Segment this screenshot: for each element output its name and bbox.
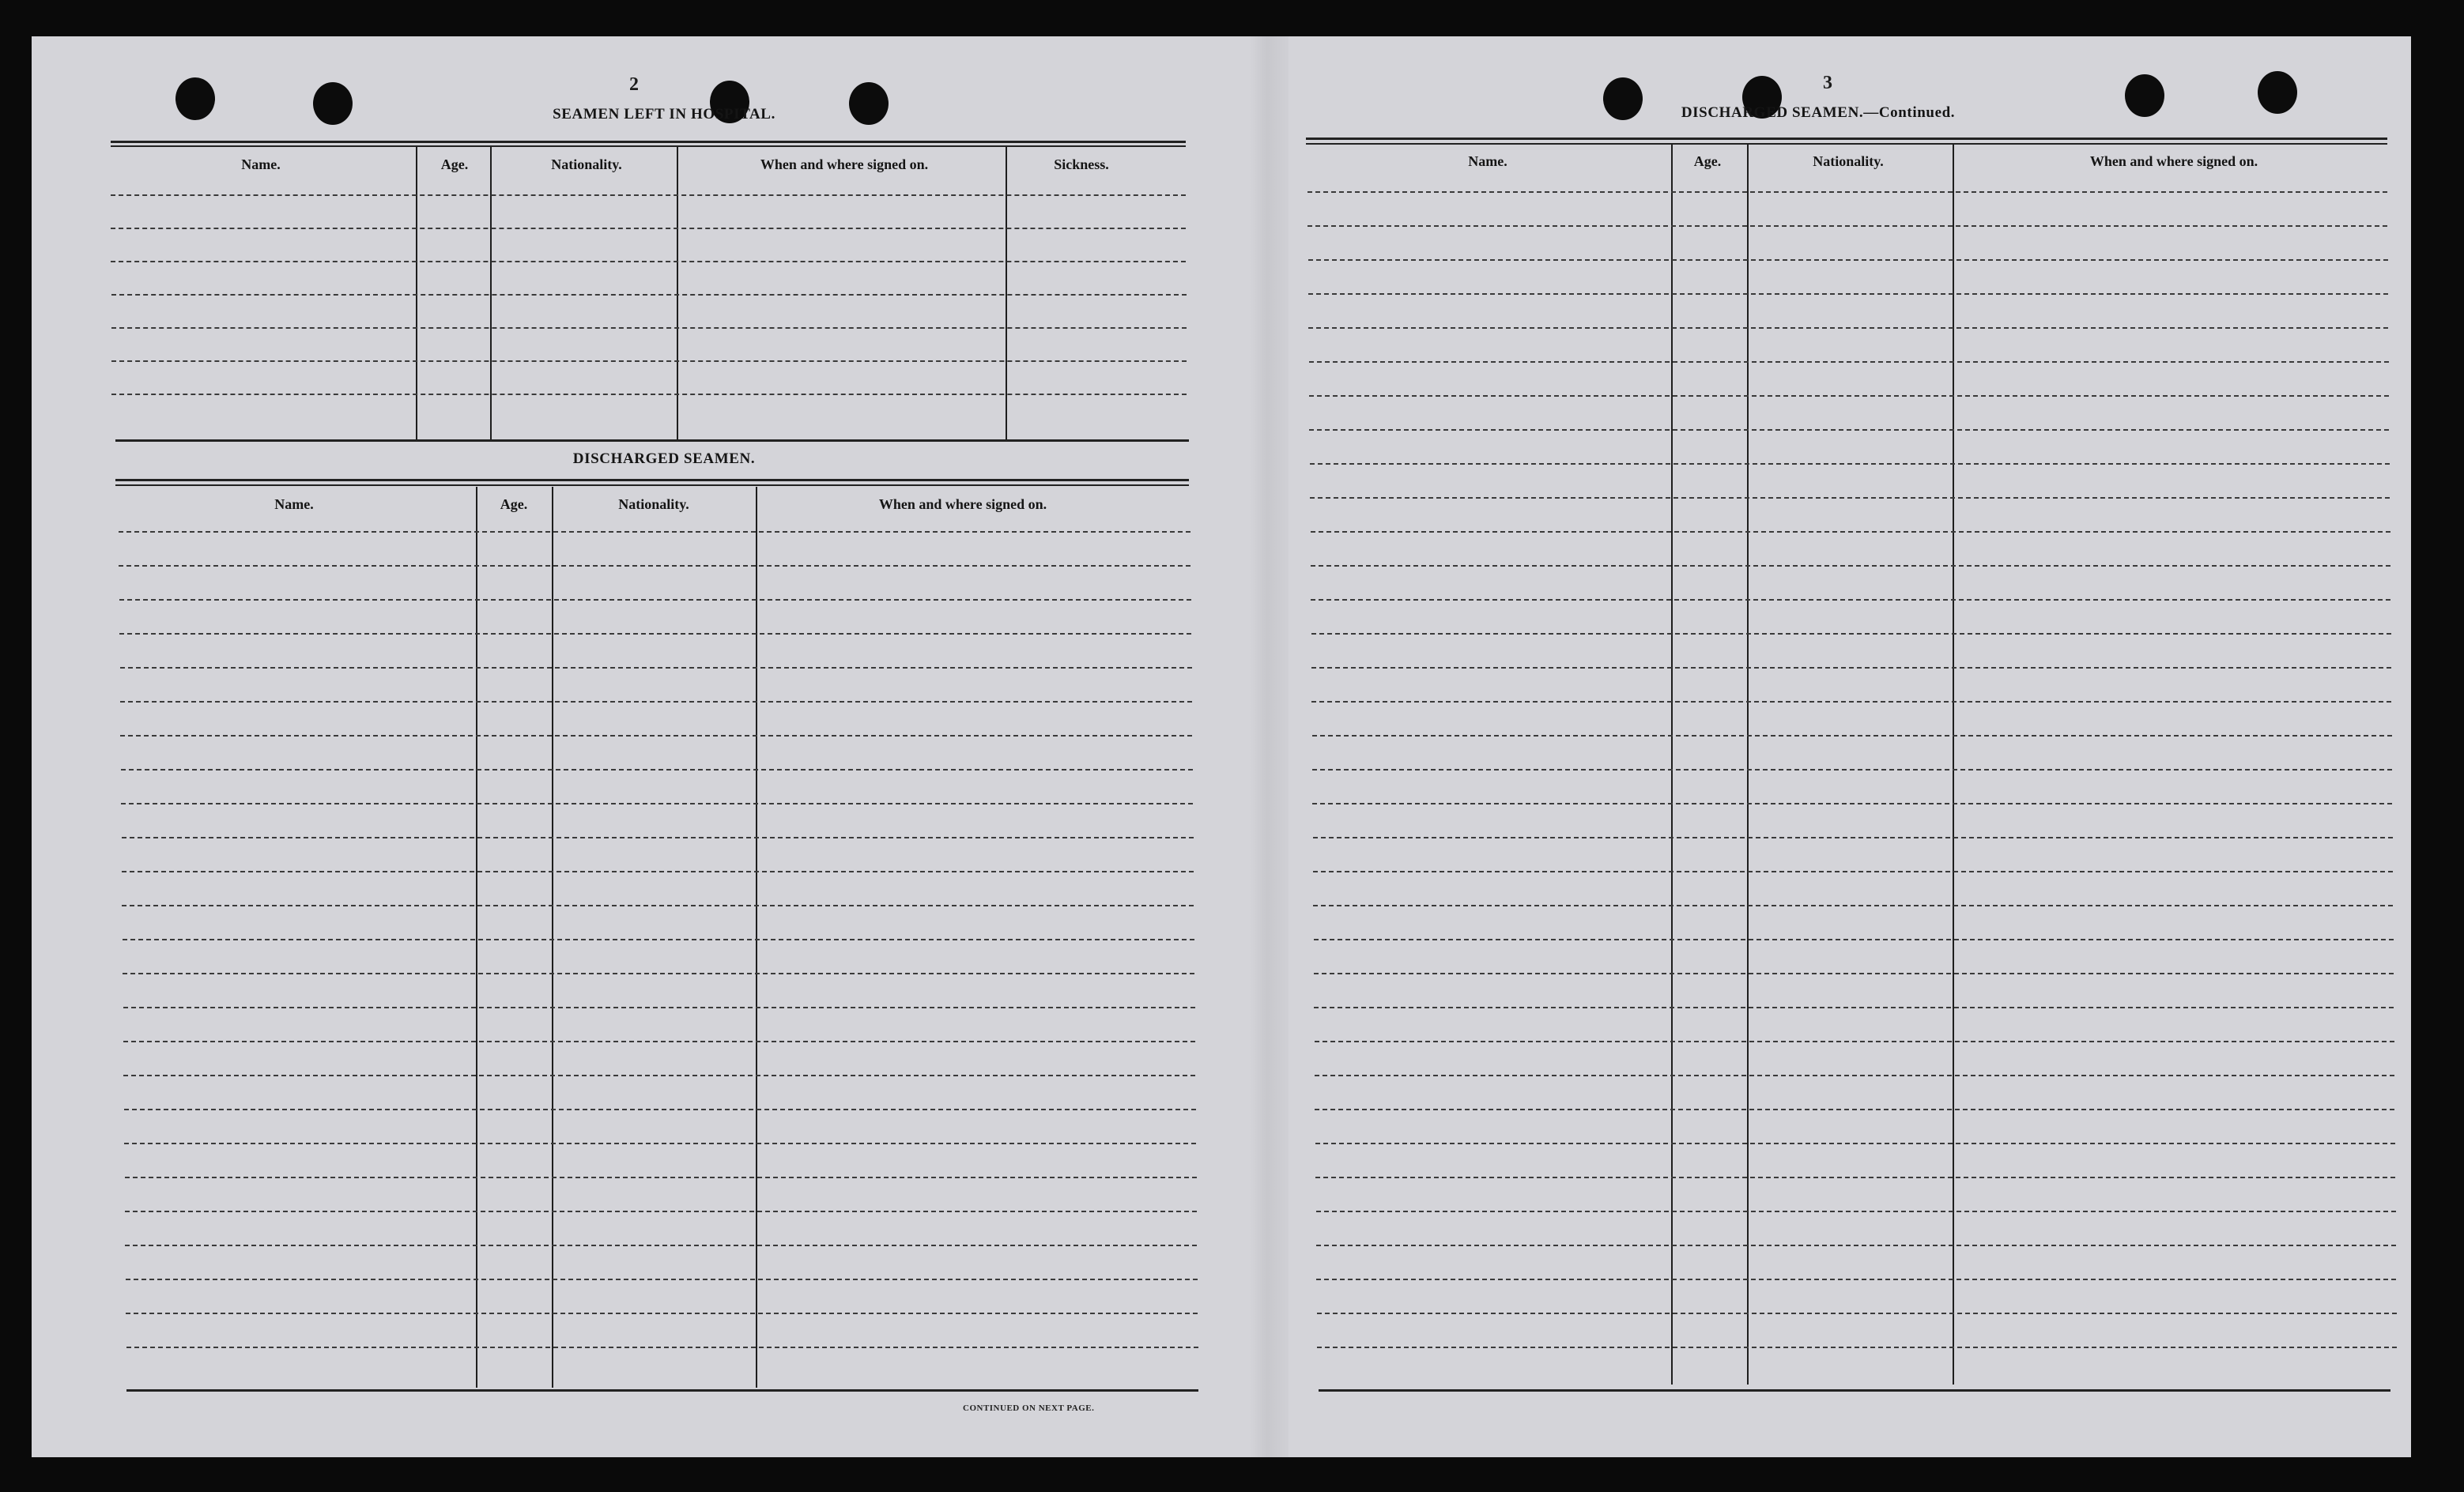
blank-entry-line <box>1309 429 2389 431</box>
discharged-top-rule <box>115 479 1189 481</box>
hospital-col-sickness: Sickness. <box>1054 156 1109 172</box>
blank-entry-line <box>1316 1245 2396 1246</box>
blank-entry-line <box>1313 871 2393 872</box>
bleed-through <box>458 292 468 311</box>
discharged-col-name: Name. <box>274 496 314 512</box>
blank-entry-line <box>111 360 1187 362</box>
right-top-rule-2 <box>1306 143 2387 145</box>
hospital-col-divider <box>490 147 492 439</box>
right-col-age: Age. <box>1693 153 1722 169</box>
blank-entry-line <box>125 1211 1197 1212</box>
blank-entry-line <box>121 769 1193 770</box>
blank-entry-line <box>122 905 1194 906</box>
blank-entry-line <box>1308 293 2388 295</box>
blank-entry-line <box>123 1041 1195 1042</box>
blank-entry-line <box>126 1313 1198 1314</box>
punch-hole <box>2125 74 2164 117</box>
document-sheet <box>32 36 2411 1457</box>
blank-entry-line <box>123 939 1194 940</box>
blank-entry-line <box>1309 395 2389 397</box>
discharged-bottom-rule <box>126 1389 1198 1392</box>
hospital-bottom-rule <box>115 439 1189 442</box>
punch-hole <box>313 82 353 125</box>
blank-entry-line <box>123 1075 1195 1076</box>
hospital-top-rule-2 <box>111 145 1186 147</box>
right-col-nationality: Nationality. <box>1813 153 1884 169</box>
blank-entry-line <box>1311 667 2391 669</box>
blank-entry-line <box>119 633 1191 635</box>
discharged-col-divider <box>756 487 757 1388</box>
discharged-col-signed-on: When and where signed on. <box>878 496 1047 512</box>
blank-entry-line <box>122 871 1194 872</box>
hospital-col-nationality: Nationality. <box>551 156 622 172</box>
blank-entry-line <box>1317 1347 2397 1348</box>
blank-entry-line <box>111 294 1187 296</box>
blank-entry-line <box>1315 1109 2394 1110</box>
hospital-top-rule <box>111 141 1186 143</box>
blank-entry-line <box>1315 1143 2395 1144</box>
blank-entry-line <box>1307 191 2387 193</box>
right-col-divider <box>1953 144 1954 1385</box>
blank-entry-line <box>111 327 1187 329</box>
punch-hole <box>175 77 215 120</box>
blank-entry-line <box>111 261 1186 262</box>
blank-entry-line <box>111 394 1187 395</box>
blank-entry-line <box>126 1279 1198 1280</box>
discharged-col-age: Age. <box>500 496 528 512</box>
right-col-signed-on: When and where signed on. <box>2089 153 2258 169</box>
discharged-top-rule-2 <box>115 484 1189 486</box>
blank-entry-line <box>124 1109 1196 1110</box>
discharged-col-nationality: Nationality. <box>618 496 689 512</box>
page-number-right: 3 <box>1823 73 1832 93</box>
discharged-col-divider <box>552 487 553 1388</box>
blank-entry-line <box>119 531 1190 533</box>
blank-entry-line <box>1315 1177 2395 1178</box>
blank-entry-line <box>1310 463 2390 465</box>
blank-entry-line <box>123 1007 1195 1008</box>
blank-entry-line <box>1316 1279 2396 1280</box>
blank-entry-line <box>120 701 1192 703</box>
blank-entry-line <box>111 228 1186 229</box>
blank-entry-line <box>125 1245 1197 1246</box>
hospital-col-signed-on: When and where signed on. <box>760 156 929 172</box>
page-fold <box>1249 36 1289 1457</box>
blank-entry-line <box>1316 1211 2396 1212</box>
blank-entry-line <box>1315 1075 2394 1076</box>
punch-hole <box>2258 71 2297 114</box>
blank-entry-line <box>111 194 1186 196</box>
discharged-section-title: DISCHARGED SEAMEN. <box>572 450 756 467</box>
right-top-rule <box>1306 138 2387 140</box>
blank-entry-line <box>1310 497 2390 499</box>
blank-entry-line <box>1309 361 2389 363</box>
blank-entry-line <box>1312 803 2392 804</box>
discharged-col-divider <box>476 487 477 1388</box>
blank-entry-line <box>1308 327 2388 329</box>
blank-entry-line <box>1314 939 2394 940</box>
hospital-col-age: Age. <box>440 156 469 172</box>
blank-entry-line <box>1311 565 2390 567</box>
blank-entry-line <box>1307 225 2387 227</box>
continued-note: CONTINUED ON NEXT PAGE. <box>963 1403 1095 1413</box>
blank-entry-line <box>120 667 1192 669</box>
discharged-continued-title: DISCHARGED SEAMEN.—Continued. <box>1681 104 1956 121</box>
blank-entry-line <box>126 1347 1198 1348</box>
blank-entry-line <box>1311 531 2390 533</box>
blank-entry-line <box>1314 1007 2394 1008</box>
blank-entry-line <box>1312 769 2392 770</box>
blank-entry-line <box>1317 1313 2397 1314</box>
hospital-section-title: SEAMEN LEFT IN HOSPITAL. <box>553 106 775 122</box>
right-col-name: Name. <box>1468 153 1507 169</box>
hospital-col-divider <box>677 147 678 439</box>
hospital-col-divider <box>1006 147 1007 439</box>
blank-entry-line <box>119 565 1190 567</box>
blank-entry-line <box>121 803 1193 804</box>
blank-entry-line <box>120 735 1192 737</box>
right-col-divider <box>1747 144 1749 1385</box>
blank-entry-line <box>1315 1041 2394 1042</box>
blank-entry-line <box>1313 905 2393 906</box>
blank-entry-line <box>1311 701 2391 703</box>
blank-entry-line <box>122 837 1194 838</box>
hospital-col-name: Name. <box>241 156 281 172</box>
blank-entry-line <box>1314 973 2394 974</box>
right-bottom-rule <box>1319 1389 2390 1392</box>
page-number-left: 2 <box>629 74 639 95</box>
blank-entry-line <box>1313 837 2393 838</box>
blank-entry-line <box>1308 259 2388 261</box>
blank-entry-line <box>123 973 1194 974</box>
blank-entry-line <box>125 1177 1197 1178</box>
blank-entry-line <box>119 599 1191 601</box>
blank-entry-line <box>124 1143 1196 1144</box>
blank-entry-line <box>1312 735 2392 737</box>
hospital-col-divider <box>416 147 417 439</box>
blank-entry-line <box>1311 599 2390 601</box>
right-col-divider <box>1671 144 1673 1385</box>
blank-entry-line <box>1311 633 2391 635</box>
